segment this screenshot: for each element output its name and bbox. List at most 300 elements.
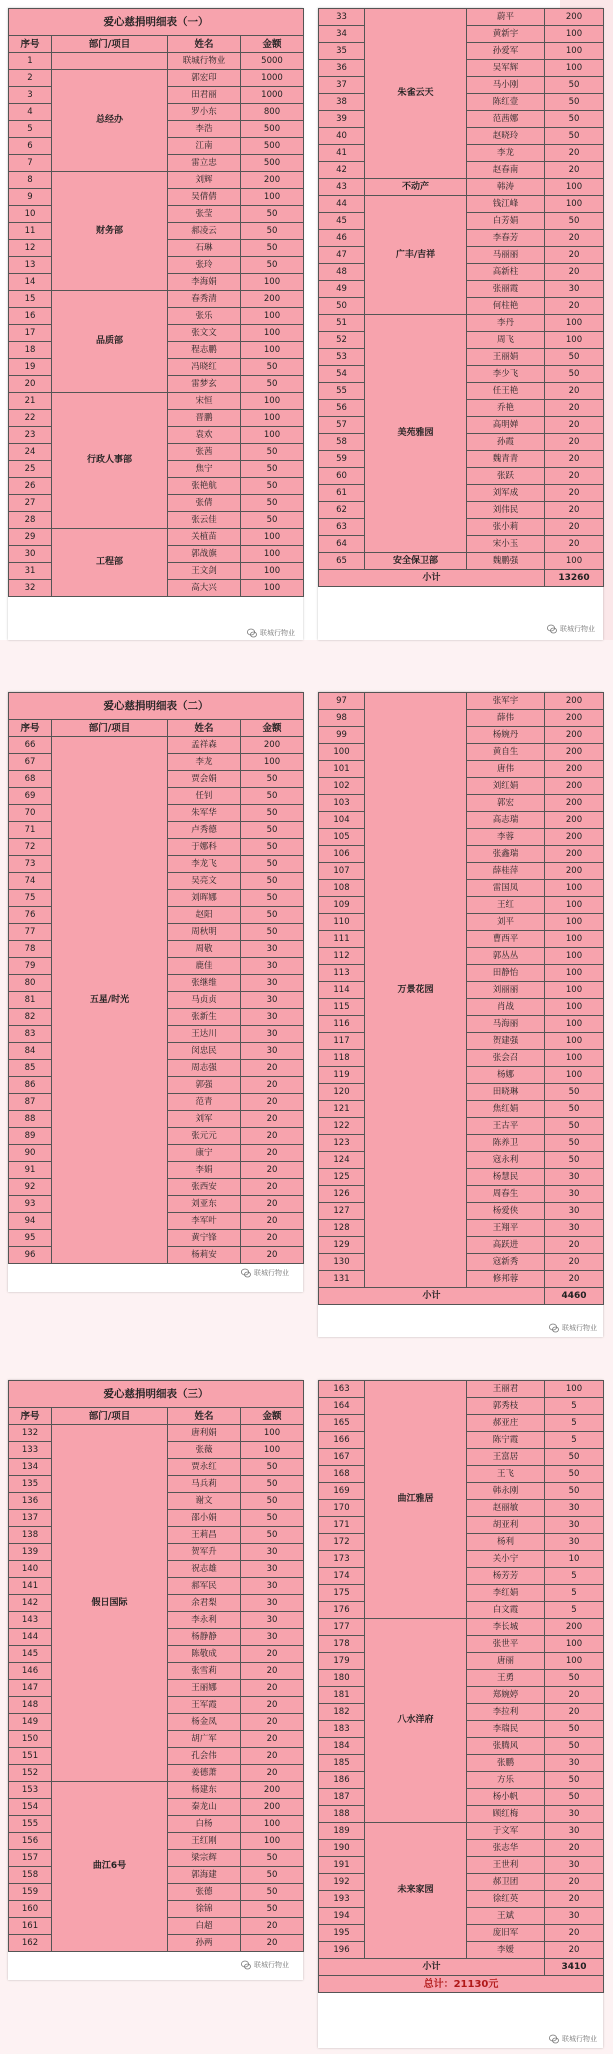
donation-amount: 50: [545, 1135, 604, 1152]
row-index: 126: [319, 1186, 365, 1203]
donation-amount: 20: [241, 1765, 304, 1782]
header-amount: 金额: [241, 720, 304, 737]
donation-amount: 30: [545, 1755, 604, 1772]
row-index: 100: [319, 744, 365, 761]
row-index: 134: [9, 1459, 52, 1476]
donor-name: 胡亚利: [467, 1517, 545, 1534]
row-index: 164: [319, 1398, 365, 1415]
donor-name: 王斌: [467, 1908, 545, 1925]
donor-name: 刘晖娜: [168, 890, 241, 907]
dept-cell: 曲江6号: [52, 1782, 168, 1952]
row-index: 130: [319, 1254, 365, 1271]
donor-name: 周敬: [168, 941, 241, 958]
panel-table-3: [8, 692, 303, 1292]
donor-name: 郭海建: [168, 1867, 241, 1884]
donor-name: 陈宁霞: [467, 1432, 545, 1449]
row-index: 28: [9, 512, 52, 529]
donation-amount: 100: [545, 897, 604, 914]
row-index: 154: [9, 1799, 52, 1816]
donor-name: 孟祥森: [168, 737, 241, 754]
row-index: 133: [9, 1442, 52, 1459]
donor-name: 李蓉: [467, 829, 545, 846]
donation-amount: 30: [241, 1578, 304, 1595]
donor-name: 孙两: [168, 1935, 241, 1952]
donor-name: 张倩: [168, 495, 241, 512]
donor-name: 杨金凤: [168, 1714, 241, 1731]
row-index: 131: [319, 1271, 365, 1288]
row-index: 23: [9, 427, 52, 444]
subtotal-row: [319, 570, 604, 587]
donor-name: 魏青青: [467, 451, 545, 468]
row-index: 152: [9, 1765, 52, 1782]
row-index: 182: [319, 1704, 365, 1721]
donor-name: 任王艳: [467, 383, 545, 400]
donor-name: 郭丛丛: [467, 948, 545, 965]
row-index: 187: [319, 1789, 365, 1806]
donor-name: 薛桂萍: [467, 863, 545, 880]
row-index: 51: [319, 315, 365, 332]
row-index: 49: [319, 281, 365, 298]
row-index: 77: [9, 924, 52, 941]
donation-amount: 50: [241, 856, 304, 873]
row-index: 73: [9, 856, 52, 873]
row-index: 132: [9, 1425, 52, 1442]
donor-name: 杨婉丹: [467, 727, 545, 744]
donation-amount: 50: [545, 94, 604, 111]
row-index: 179: [319, 1653, 365, 1670]
row-index: 150: [9, 1731, 52, 1748]
row-index: 159: [9, 1884, 52, 1901]
donor-name: 李永利: [168, 1612, 241, 1629]
row-index: 118: [319, 1050, 365, 1067]
dept-cell: 安全保卫部: [365, 553, 467, 570]
dept-cell: 八水洋府: [365, 1619, 467, 1823]
row-index: 54: [319, 366, 365, 383]
donation-amount: 30: [545, 1220, 604, 1237]
row-index: 106: [319, 846, 365, 863]
row-index: 4: [9, 104, 52, 121]
donation-amount: 50: [241, 478, 304, 495]
donation-amount: 200: [545, 744, 604, 761]
donor-name: 马丽丽: [467, 247, 545, 264]
donation-amount: 30: [545, 1517, 604, 1534]
header-name: 姓名: [168, 36, 241, 53]
dept-cell: 品质部: [52, 291, 168, 393]
donor-name: 郭宏: [467, 795, 545, 812]
header-name: 姓名: [168, 720, 241, 737]
donor-name: 宋恒: [168, 393, 241, 410]
donation-amount: 50: [241, 822, 304, 839]
donation-amount: 200: [545, 727, 604, 744]
dept-cell: 曲江雅居: [365, 1381, 467, 1619]
row-index: 165: [319, 1415, 365, 1432]
row-index: 66: [9, 737, 52, 754]
row-index: 18: [9, 342, 52, 359]
row-index: 119: [319, 1067, 365, 1084]
row-index: 101: [319, 761, 365, 778]
donor-name: 张会召: [467, 1050, 545, 1067]
donation-amount: 50: [241, 1510, 304, 1527]
row-index: 139: [9, 1544, 52, 1561]
donation-amount: 50: [241, 924, 304, 941]
row-index: 174: [319, 1568, 365, 1585]
subtotal-row: [319, 1288, 604, 1305]
donor-name: 孙爱军: [467, 43, 545, 60]
donor-name: 杨娜: [467, 1067, 545, 1084]
table-row: [319, 693, 604, 710]
row-index: 123: [319, 1135, 365, 1152]
row-index: 94: [9, 1213, 52, 1230]
dept-cell: 不动产: [365, 179, 467, 196]
row-index: 166: [319, 1432, 365, 1449]
donor-name: 刘平: [467, 914, 545, 931]
donor-name: 张小莉: [467, 519, 545, 536]
donation-amount: 100: [241, 189, 304, 206]
donation-amount: 30: [545, 1823, 604, 1840]
row-index: 67: [9, 754, 52, 771]
donor-name: 任钊: [168, 788, 241, 805]
watermark: [547, 624, 595, 634]
donation-amount: 500: [241, 138, 304, 155]
donor-name: 张德: [168, 1884, 241, 1901]
row-index: 149: [9, 1714, 52, 1731]
donation-amount: 30: [545, 1500, 604, 1517]
row-index: 102: [319, 778, 365, 795]
donor-name: 郝亚庄: [467, 1415, 545, 1432]
header-index: 序号: [9, 36, 52, 53]
grand-total-row: [319, 1976, 604, 1993]
donor-name: 朱军华: [168, 805, 241, 822]
row-index: 9: [9, 189, 52, 206]
donor-name: 赵丽敏: [467, 1500, 545, 1517]
donation-amount: 5: [545, 1602, 604, 1619]
donation-amount: 30: [545, 1534, 604, 1551]
row-index: 68: [9, 771, 52, 788]
donation-amount: 200: [545, 761, 604, 778]
donation-amount: 100: [545, 1381, 604, 1398]
donation-amount: 50: [241, 1884, 304, 1901]
row-index: 25: [9, 461, 52, 478]
row-index: 103: [319, 795, 365, 812]
row-index: 71: [9, 822, 52, 839]
donation-amount: 100: [545, 948, 604, 965]
row-index: 16: [9, 308, 52, 325]
row-index: 181: [319, 1687, 365, 1704]
row-index: 142: [9, 1595, 52, 1612]
row-index: 88: [9, 1111, 52, 1128]
donor-name: 李春芳: [467, 230, 545, 247]
panel-table-4: [318, 692, 603, 1337]
row-index: 148: [9, 1697, 52, 1714]
donor-name: 田君丽: [168, 87, 241, 104]
wechat-icon: [241, 1268, 251, 1278]
donation-amount: 20: [545, 1237, 604, 1254]
table-row: [319, 1381, 604, 1398]
row-index: 14: [9, 274, 52, 291]
donation-amount: 20: [241, 1697, 304, 1714]
donation-table-2: [318, 8, 604, 587]
dept-cell: 未来家园: [365, 1823, 467, 1959]
row-index: 10: [9, 206, 52, 223]
donation-amount: 50: [545, 1101, 604, 1118]
dept-cell: 总经办: [52, 70, 168, 172]
donor-name: 孙霞: [467, 434, 545, 451]
row-index: 44: [319, 196, 365, 213]
donation-amount: 30: [545, 1857, 604, 1874]
row-index: 143: [9, 1612, 52, 1629]
donation-amount: 50: [241, 376, 304, 393]
donor-name: 康宁: [168, 1145, 241, 1162]
donation-amount: 5: [545, 1432, 604, 1449]
subtotal-value: 3410: [545, 1959, 604, 1976]
donor-name: 杨建东: [168, 1782, 241, 1799]
donation-amount: 100: [241, 308, 304, 325]
row-index: 110: [319, 914, 365, 931]
row-index: 65: [319, 553, 365, 570]
row-index: 117: [319, 1033, 365, 1050]
donation-amount: 100: [545, 1050, 604, 1067]
row-index: 185: [319, 1755, 365, 1772]
donor-name: 于文军: [467, 1823, 545, 1840]
donation-amount: 50: [241, 223, 304, 240]
row-index: 191: [319, 1857, 365, 1874]
donation-amount: 200: [241, 291, 304, 308]
dept-cell: 美苑雅园: [365, 315, 467, 553]
donation-amount: 20: [545, 264, 604, 281]
donor-name: 刘亚东: [168, 1196, 241, 1213]
row-index: 168: [319, 1466, 365, 1483]
row-index: 33: [319, 9, 365, 26]
table-title: 爱心慈捐明细表（三）: [9, 1381, 304, 1408]
table-row: [9, 1425, 304, 1442]
row-index: 124: [319, 1152, 365, 1169]
row-index: 153: [9, 1782, 52, 1799]
dept-cell: 行政人事部: [52, 393, 168, 529]
donor-name: 张薇: [168, 1442, 241, 1459]
donation-amount: 30: [545, 1908, 604, 1925]
donation-amount: 20: [241, 1680, 304, 1697]
donor-name: 郭秀枝: [467, 1398, 545, 1415]
donor-name: 肖战: [467, 999, 545, 1016]
donation-amount: 50: [241, 1867, 304, 1884]
donor-name: 李长城: [467, 1619, 545, 1636]
row-index: 13: [9, 257, 52, 274]
donation-amount: 200: [545, 795, 604, 812]
donor-name: 张军宇: [467, 693, 545, 710]
row-index: 59: [319, 451, 365, 468]
subtotal-label: 小计: [319, 570, 545, 587]
donor-name: 黄自生: [467, 744, 545, 761]
donor-name: 王丽娜: [168, 1680, 241, 1697]
donation-amount: 50: [241, 805, 304, 822]
row-index: 160: [9, 1901, 52, 1918]
table-row: [9, 291, 304, 308]
row-index: 17: [9, 325, 52, 342]
row-index: 78: [9, 941, 52, 958]
header-dept: 部门/项目: [52, 36, 168, 53]
donor-name: 黄宁锋: [168, 1230, 241, 1247]
donation-amount: 100: [241, 1816, 304, 1833]
donor-name: 梁宗辉: [168, 1850, 241, 1867]
donor-name: 张雪莉: [168, 1663, 241, 1680]
donor-name: 石琳: [168, 240, 241, 257]
donation-amount: 30: [545, 1806, 604, 1823]
wechat-icon: [547, 624, 557, 634]
donation-amount: 20: [241, 1094, 304, 1111]
donation-amount: 100: [241, 274, 304, 291]
row-index: 24: [9, 444, 52, 461]
row-index: 167: [319, 1449, 365, 1466]
donation-amount: 50: [545, 1772, 604, 1789]
donor-name: 唐利娟: [168, 1425, 241, 1442]
watermark: [241, 1960, 289, 1970]
donation-amount: 100: [241, 529, 304, 546]
donor-name: 赵晓玲: [467, 128, 545, 145]
donation-amount: 100: [241, 1425, 304, 1442]
row-index: 61: [319, 485, 365, 502]
donation-amount: 50: [241, 1459, 304, 1476]
row-index: 85: [9, 1060, 52, 1077]
donor-name: 韩永刚: [467, 1483, 545, 1500]
row-index: 70: [9, 805, 52, 822]
donation-amount: 200: [545, 863, 604, 880]
donor-name: 白文霞: [467, 1602, 545, 1619]
donation-amount: 100: [241, 427, 304, 444]
row-index: 196: [319, 1942, 365, 1959]
row-index: 31: [9, 563, 52, 580]
row-index: 176: [319, 1602, 365, 1619]
donor-name: 郑婉婷: [467, 1687, 545, 1704]
donation-amount: 100: [241, 1833, 304, 1850]
donation-amount: 200: [241, 1799, 304, 1816]
donation-amount: 20: [545, 451, 604, 468]
donor-name: 刘军: [168, 1111, 241, 1128]
donor-name: 鹿佳: [168, 958, 241, 975]
donor-name: 马海丽: [467, 1016, 545, 1033]
donation-amount: 100: [545, 26, 604, 43]
donor-name: 郭强: [168, 1077, 241, 1094]
row-index: 129: [319, 1237, 365, 1254]
donor-name: 江南: [168, 138, 241, 155]
donor-name: 闵忠民: [168, 1043, 241, 1060]
row-index: 96: [9, 1247, 52, 1264]
row-index: 45: [319, 213, 365, 230]
donor-name: 马贞贞: [168, 992, 241, 1009]
donor-name: 程志鹏: [168, 342, 241, 359]
table-title: 爱心慈捐明细表（二）: [9, 693, 304, 720]
donation-amount: 20: [545, 1704, 604, 1721]
donor-name: 唐丽: [467, 1653, 545, 1670]
donation-table-3: [8, 692, 304, 1264]
watermark-text: 联城行物业: [560, 625, 595, 633]
donation-amount: 200: [545, 829, 604, 846]
row-index: 43: [319, 179, 365, 196]
donor-name: 张世平: [467, 1636, 545, 1653]
row-index: 145: [9, 1646, 52, 1663]
header-index: 序号: [9, 720, 52, 737]
subtotal-value: 13260: [545, 570, 604, 587]
table-row: [319, 1823, 604, 1840]
donor-name: 陈养卫: [467, 1135, 545, 1152]
donor-name: 高志瑞: [467, 812, 545, 829]
donation-amount: 50: [241, 771, 304, 788]
panel-table-1: [8, 8, 303, 640]
donation-amount: 200: [545, 693, 604, 710]
row-index: 140: [9, 1561, 52, 1578]
donation-amount: 200: [545, 1619, 604, 1636]
donor-name: 王世利: [467, 1857, 545, 1874]
donation-table-5: [8, 1380, 304, 1952]
row-index: 114: [319, 982, 365, 999]
donor-name: 王莉昌: [168, 1527, 241, 1544]
donation-amount: 100: [241, 342, 304, 359]
donor-name: 周飞: [467, 332, 545, 349]
donation-amount: 20: [241, 1748, 304, 1765]
donation-amount: 5: [545, 1568, 604, 1585]
donation-amount: 20: [545, 502, 604, 519]
donor-name: 杨芳芳: [467, 1568, 545, 1585]
row-index: 128: [319, 1220, 365, 1237]
donation-amount: 20: [241, 1196, 304, 1213]
row-index: 19: [9, 359, 52, 376]
row-index: 194: [319, 1908, 365, 1925]
donation-amount: 50: [241, 839, 304, 856]
table-row: [319, 179, 604, 196]
donation-amount: 1000: [241, 70, 304, 87]
donor-name: 范茜娜: [467, 111, 545, 128]
donation-amount: 500: [241, 155, 304, 172]
wechat-icon: [549, 1323, 559, 1333]
row-index: 121: [319, 1101, 365, 1118]
donation-amount: 30: [241, 1043, 304, 1060]
donation-amount: 20: [545, 1687, 604, 1704]
subtotal-label: 小计: [319, 1959, 545, 1976]
row-index: 27: [9, 495, 52, 512]
dept-cell: [52, 53, 168, 70]
row-index: 64: [319, 536, 365, 553]
watermark: [247, 628, 295, 638]
donor-name: 张乐: [168, 308, 241, 325]
donation-amount: 50: [241, 788, 304, 805]
donation-amount: 200: [545, 9, 604, 26]
donation-amount: 20: [545, 417, 604, 434]
donor-name: 吴军辉: [467, 60, 545, 77]
donation-amount: 50: [545, 1152, 604, 1169]
row-index: 63: [319, 519, 365, 536]
donor-name: 白芳娟: [467, 213, 545, 230]
header-dept: 部门/项目: [52, 1408, 168, 1425]
donation-amount: 100: [545, 179, 604, 196]
donation-amount: 50: [241, 495, 304, 512]
donor-name: 高新柱: [467, 264, 545, 281]
donation-amount: 20: [545, 1891, 604, 1908]
donation-amount: 50: [545, 1789, 604, 1806]
row-index: 120: [319, 1084, 365, 1101]
donor-name: 雷梦玄: [168, 376, 241, 393]
donor-name: 马兵莉: [168, 1476, 241, 1493]
watermark-text: 联城行物业: [562, 1324, 597, 1332]
donation-amount: 50: [545, 1466, 604, 1483]
donor-name: 王富居: [467, 1449, 545, 1466]
row-index: 90: [9, 1145, 52, 1162]
table-title: 爱心慈捐明细表（一）: [9, 9, 304, 36]
donation-amount: 100: [545, 1653, 604, 1670]
row-index: 36: [319, 60, 365, 77]
row-index: 112: [319, 948, 365, 965]
row-index: 115: [319, 999, 365, 1016]
donation-amount: 100: [241, 580, 304, 597]
row-index: 178: [319, 1636, 365, 1653]
